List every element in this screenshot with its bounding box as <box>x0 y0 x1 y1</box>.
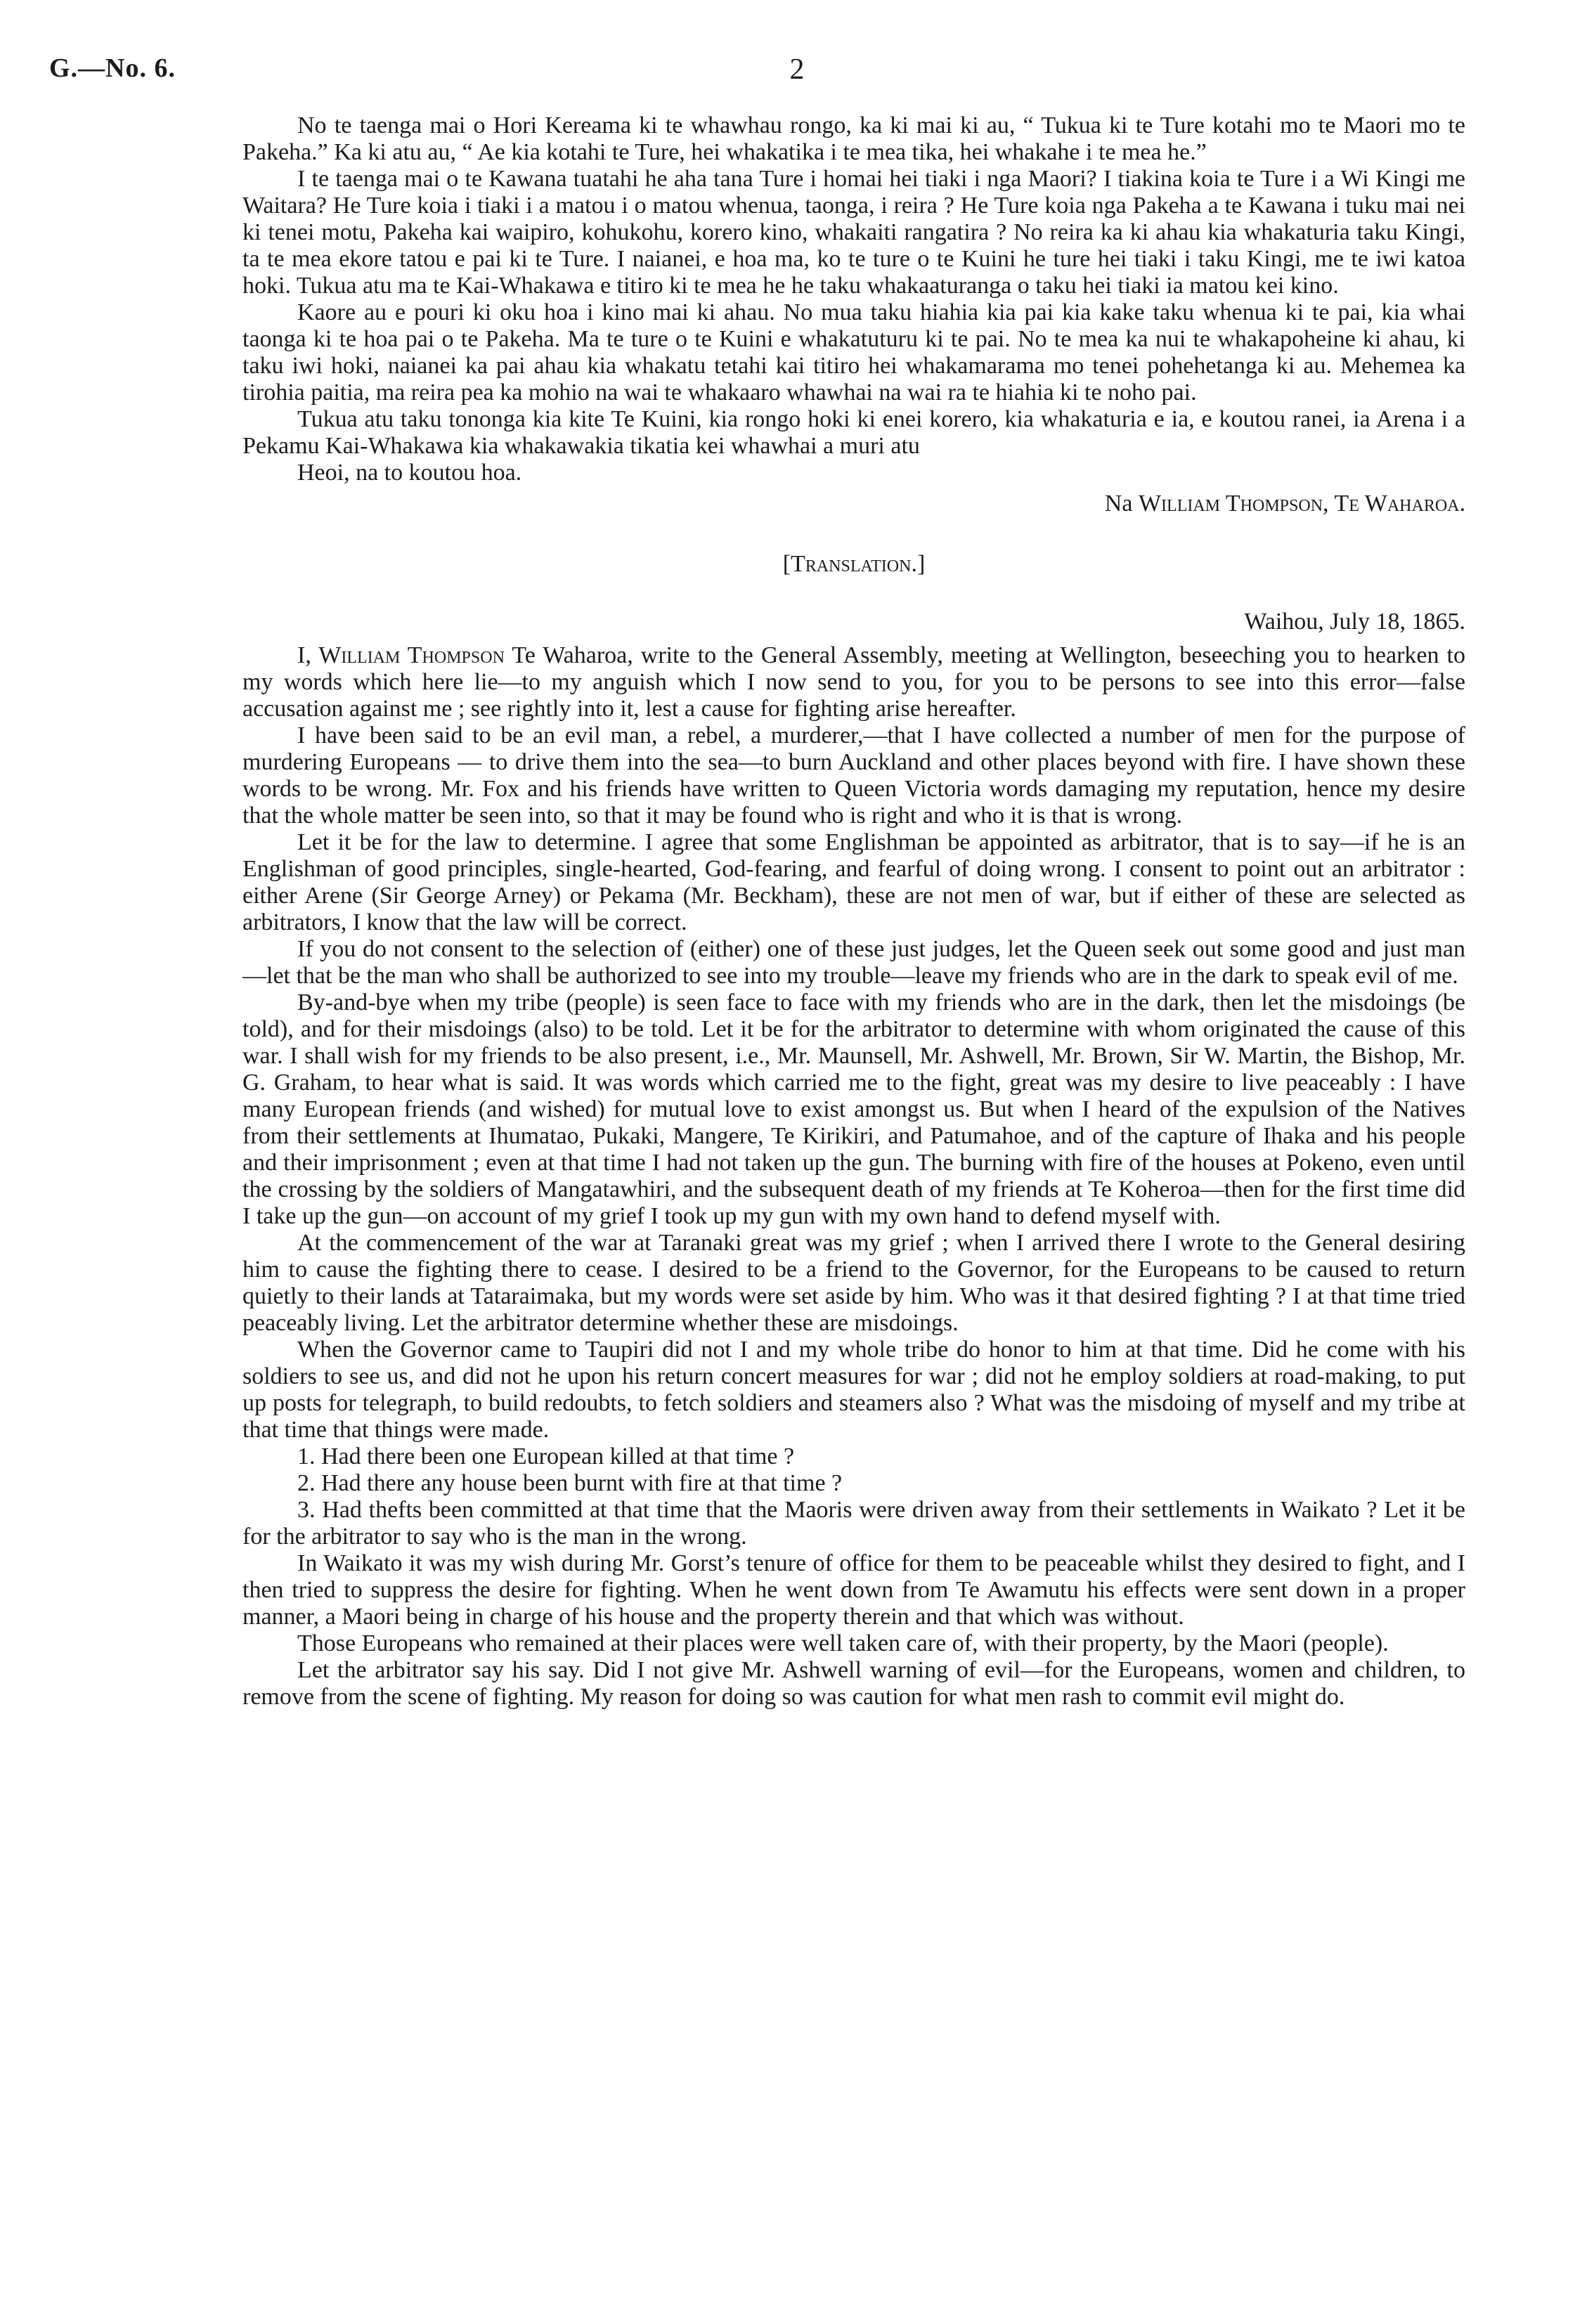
translation-paragraph: Let the arbitrator say his say. Did I not give Mr. Ashwell warning of evil—for the Europeans, women and children, to remove from the scene of fighting. My reason for doing so was caution for what men rash to commit evil might do. <box>242 1657 1465 1710</box>
signature-prefix: Na <box>1104 491 1133 517</box>
list-item: 3. Had thefts been committed at that time that the Maoris were driven away from their settlements in Waikato ? Let it be for the arbitrator to say who is the man in the wrong. <box>242 1497 1465 1550</box>
translation-opening <box>242 642 1465 722</box>
document-body <box>242 112 1465 1710</box>
translation-paragraph: At the commencement of the war at Taranaki great was my grief ; when I arrived there I wrote to the General desiring him to cause the fighting there to cease. I desired to be a friend to the Governor, for the Europeans to be caused to return quietly to their lands at Tataraimaka, but my words were set aside by him. Who was it that desired fighting ? I at that time tried peaceably living. Let the arbitrator determine whether these are misdoings. <box>242 1230 1465 1336</box>
maori-paragraph: No te taenga mai o Hori Kereama ki te whawhau rongo, ka ki mai ki au, “ Tukua ki te Ture kotahi mo te Maori mo te Pakeha.” Ka ki atu au, “ Ae kia kotahi te Ture, hei whakatika i te mea tika, hei whakahe i te mea he.” <box>242 112 1465 165</box>
translation-paragraph: I have been said to be an evil man, a rebel, a murderer,—that I have collected a number of men for the purpose of murdering Europeans — to drive them into the sea—to burn Auckland and other places beyond with fire. I have shown these words to be wrong. Mr. Fox and his friends have written to Queen Victoria words damaging my reputation, hence my desire that the whole matter be seen into, so that it may be found who is right and who it is that is wrong. <box>242 722 1465 829</box>
maori-closing: Heoi, na to koutou hoa. <box>297 460 522 486</box>
translation-paragraph: If you do not consent to the selection of (either) one of these just judges, let the Queen seek out some good and just man—let that be the man who shall be authorized to see into my trouble—leave my friends who are in the dark to speak evil of me. <box>242 936 1465 989</box>
maori-paragraph: Tukua atu taku tononga kia kite Te Kuini, kia rongo hoki ki enei korero, kia whakaturia e ia, e koutou ranei, ia Arena i a Pekamu Kai-Whakawa kia whakawakia tikatia kei whawhai a muri atu <box>242 406 1465 459</box>
list-item: 2. Had there any house been burnt with fire at that time ? <box>297 1470 843 1496</box>
translation-paragraph: Those Europeans who remained at their places were well taken care of, with their property, by the Maori (people). <box>297 1630 1389 1656</box>
opening-text: Te Waharoa, write to the General Assembly, meeting at Wellington, beseeching you to hearken to my words which here lie—to my anguish which I now send to you, for you to be persons to see into this error—false accusation against me ; see rightly into it, lest a cause for fighting arise hereafter. <box>242 642 1465 722</box>
list-item: 1. Had there been one European killed at that time ? <box>297 1443 795 1469</box>
page-number: 2 <box>789 53 805 86</box>
maori-paragraph: Kaore au e pouri ki oku hoa i kino mai ki ahau. No mua taku hiahia kia pai kia kake taku whenua ki te pai, kia whai taonga ki te hoa pai o te Pakeha. Ma te ture o te Kuini e whakatuturu ki te pai. No te mea ka nui te whakapoheine ki ahau, ki taku iwi hoki, naianei ka pai ahau kia whakatu tetahi kai titiro hei whakamarama mo tenei pohehetanga ki au. Mehemea ka tirohia paitia, ma reira pea ka mohio na wai te whakaaro whawhai na wai ra te hiahia ki te noho pai. <box>242 299 1465 405</box>
signature-name: William Thompson, Te Waharoa. <box>1138 491 1465 517</box>
maori-paragraph: I te taenga mai o te Kawana tuatahi he aha tana Ture i homai hei tiaki i nga Maori? I tiakina koia te Ture i a Wi Kingi me Waitara? He Ture koia i tiaki i a matou i o matou whenua, taonga, i reira ? He Ture koia nga Pakeha a te Kawana i tuku mai nei ki tenei motu, Pakeha kai waipiro, kohukohu, korero kino, whakaiti rangatira ? No reira ka ki ahau kia whakaturia taku Kingi, ta te mea ekore tatou e pai ki te Ture. I naianei, e hoa ma, ko te ture o te Kuini he ture hei tiaki i taku Kingi, me te iwi katoa hoki. Tukua atu ma te Kai-Whakawa e titiro ki te mea he he taku whakaaturanga o taku hei tiaki ia matou kei kino. <box>242 166 1465 299</box>
opening-name: I, William Thompson <box>297 642 505 668</box>
translation-paragraph: Let it be for the law to determine. I agree that some Englishman be appointed as arbitrator, that is to say—if he is an Englishman of good principles, single-hearted, God-fearing, and fearful of doing wrong. I consent to point out an arbitrator : either Arene (Sir George Arney) or Pekama (Mr. Beckham), these are not men of war, but if either of these are selected as arbitrators, I know that the law will be correct. <box>242 829 1465 935</box>
maori-signature <box>242 491 1465 517</box>
translation-heading: [Translation.] <box>782 551 926 577</box>
running-head: G.—No. 6. <box>49 53 176 83</box>
translation-paragraph: When the Governor came to Taupiri did not I and my whole tribe do honor to him at that time. Did he come with his soldiers to see us, and did not he upon his return concert measures for war ; did not he employ soldiers at road-making, to put up posts for telegraph, to build redoubts, to fetch soldiers and steamers also ? What was the misdoing of myself and my tribe at that time that things were made. <box>242 1337 1465 1443</box>
translation-paragraph: By-and-bye when my tribe (people) is seen face to face with my friends who are in the dark, then let the misdoings (be told), and for their misdoings (also) to be told. Let it be for the arbitrator to determine with whom originated the cause of this war. I shall wish for my friends to be also present, i.e., Mr. Maunsell, Mr. Ashwell, Mr. Brown, Sir W. Martin, the Bishop, Mr. G. Graham, to hear what is said. It was words which carried me to the fight, great was my desire to live peaceably : I have many European friends (and wished) for mutual love to exist amongst us. But when I heard of the expulsion of the Natives from their settlements at Ihumatao, Pukaki, Mangere, Te Kirikiri, and Patumahoe, and of the capture of Ihaka and his people and their imprisonment ; even at that time I had not taken up the gun. The burning with fire of the houses at Pokeno, even until the crossing by the soldiers of Mangatawhiri, and the subsequent death of my friends at Te Koheroa—then for the first time did I take up the gun—on account of my grief I took up my gun with my own hand to defend myself with. <box>242 989 1465 1229</box>
translation-paragraph: In Waikato it was my wish during Mr. Gorst’s tenure of office for them to be peaceable whilst they desired to fight, and I then tried to suppress the desire for fighting. When he went down from Te Awamutu his effects were sent down in a proper manner, a Maori being in charge of his house and the property therein and that which was without. <box>242 1550 1465 1630</box>
dateline: Waihou, July 18, 1865. <box>1244 609 1465 635</box>
